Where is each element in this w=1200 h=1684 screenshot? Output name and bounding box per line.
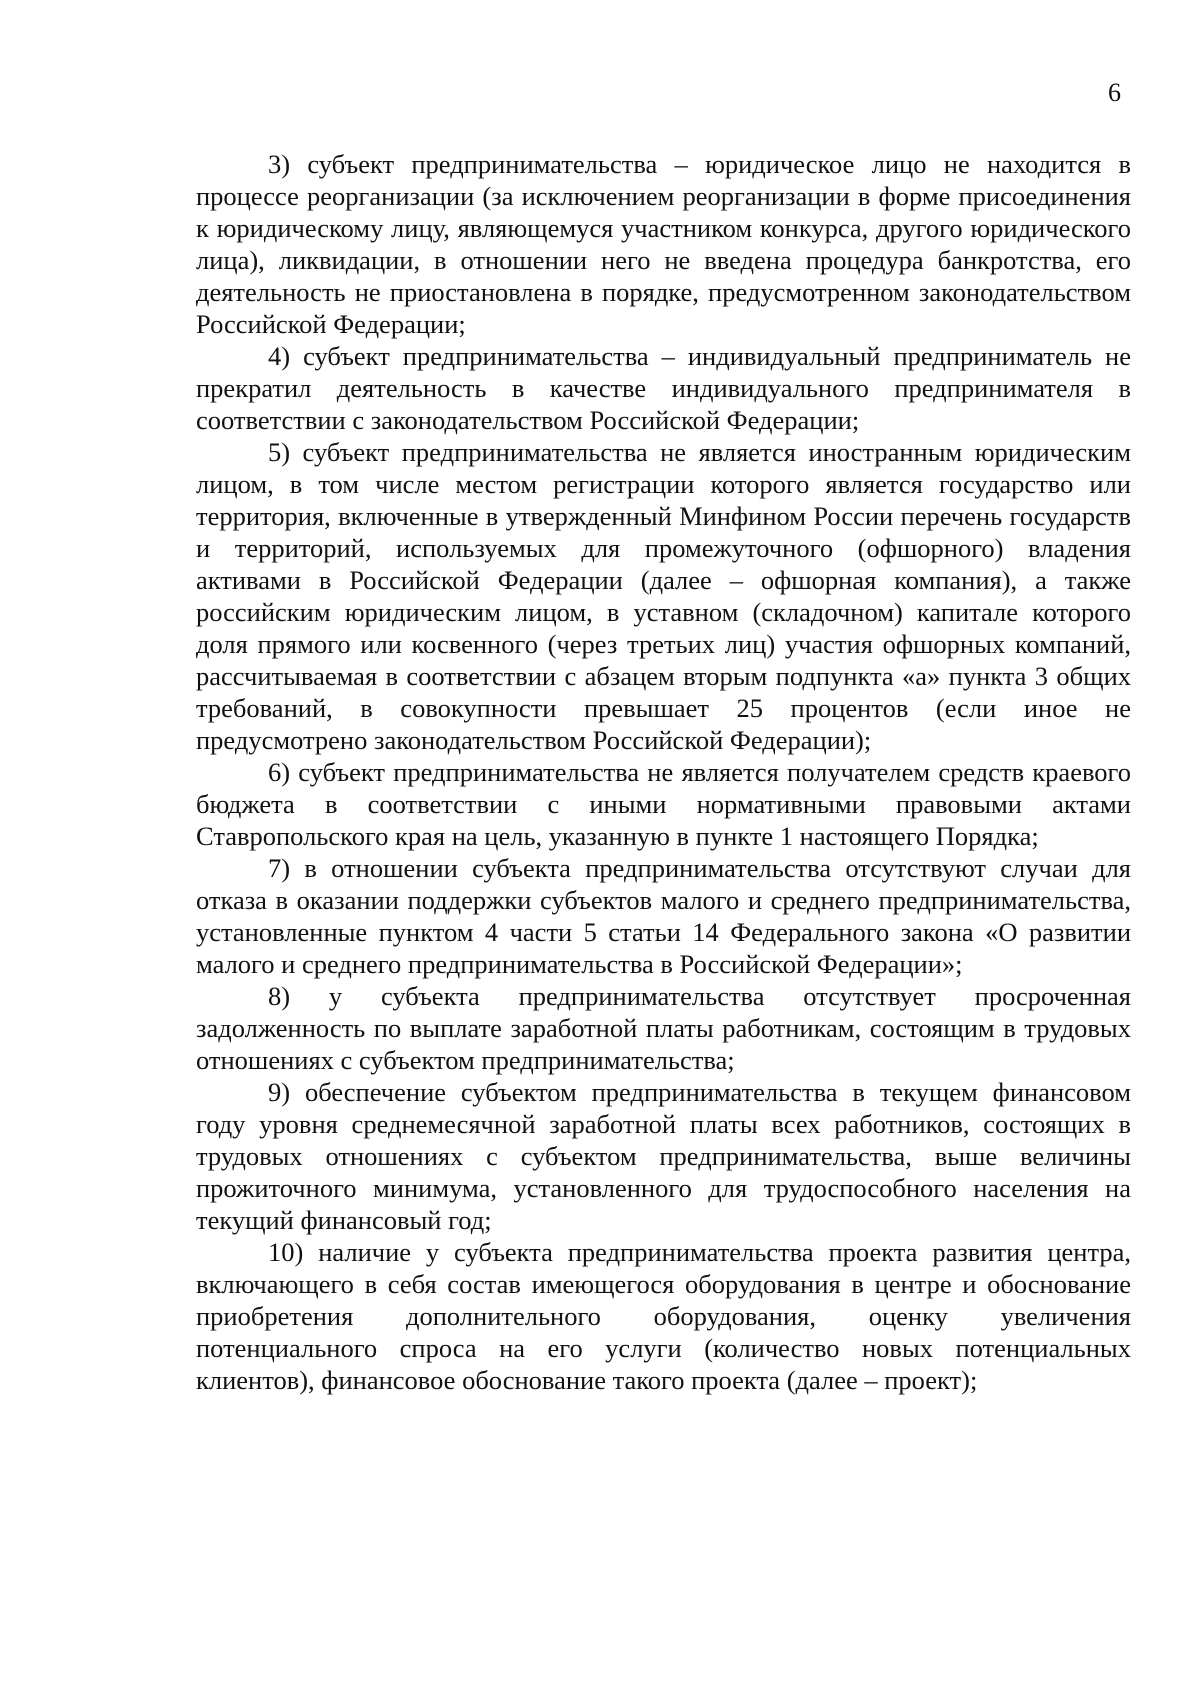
paragraph-item-8: 8) у субъекта предпринимательства отсутствует просроченная задолженность по выплате заработной платы работникам, состоящим в трудовых отношениях с субъектом предпринимательства; bbox=[196, 981, 1131, 1075]
paragraph-item-9: 9) обеспечение субъектом предпринимательства в текущем финансовом году уровня среднемесячной заработной платы всех работников, состоящих в трудовых отношениях с субъектом предпринимательства, выше величины прожиточного минимума, установленного для трудоспособного населения на текущий финансовый год; bbox=[196, 1077, 1131, 1235]
paragraph-item-3: 3) субъект предпринимательства – юридическое лицо не находится в процессе реорганизации (за исключением реорганизации в форме присоединения к юридическому лицу, являющемуся участником конкурса, другого юридического лица), ликвидации, в отношении него не введена процедура банкротства, его деятельность не приостановлена в порядке, предусмотренном законодательством Российской Федерации; bbox=[196, 149, 1131, 339]
page-number: 6 bbox=[1108, 78, 1121, 107]
paragraph-item-6: 6) субъект предпринимательства не является получателем средств краевого бюджета в соответствии с иными нормативными правовыми актами Ставропольского края на цель, указанную в пункте 1 настоящего Порядка; bbox=[196, 757, 1131, 851]
document-body bbox=[196, 148, 1131, 1396]
paragraph-item-10: 10) наличие у субъекта предпринимательства проекта развития центра, включающего в себя состав имеющегося оборудования в центре и обоснование приобретения дополнительного оборудования, оценку увеличения потенциального спроса на его услуги (количество новых потенциальных клиентов), финансовое обоснование такого проекта (далее – проект); bbox=[196, 1237, 1131, 1395]
paragraph-item-5: 5) субъект предпринимательства не является иностранным юридическим лицом, в том числе местом регистрации которого является государство или территория, включенные в утвержденный Минфином России перечень государств и территорий, используемых для промежуточного (офшорного) владения активами в Российской Федерации (далее – офшорная компания), а также российским юридическим лицом, в уставном (складочном) капитале которого доля прямого или косвенного (через третьих лиц) участия офшорных компаний, рассчитываемая в соответствии с абзацем вторым подпункта «а» пункта 3 общих требований, в совокупности превышает 25 процентов (если иное не предусмотрено законодательством Российской Федерации); bbox=[196, 437, 1131, 755]
paragraph-item-7: 7) в отношении субъекта предпринимательства отсутствуют случаи для отказа в оказании поддержки субъектов малого и среднего предпринимательства, установленные пунктом 4 части 5 статьи 14 Федерального закона «О развитии малого и среднего предпринимательства в Российской Федерации»; bbox=[196, 853, 1131, 979]
paragraph-item-4: 4) субъект предпринимательства – индивидуальный предприниматель не прекратил деятельность в качестве индивидуального предпринимателя в соответствии с законодательством Российской Федерации; bbox=[196, 341, 1131, 435]
